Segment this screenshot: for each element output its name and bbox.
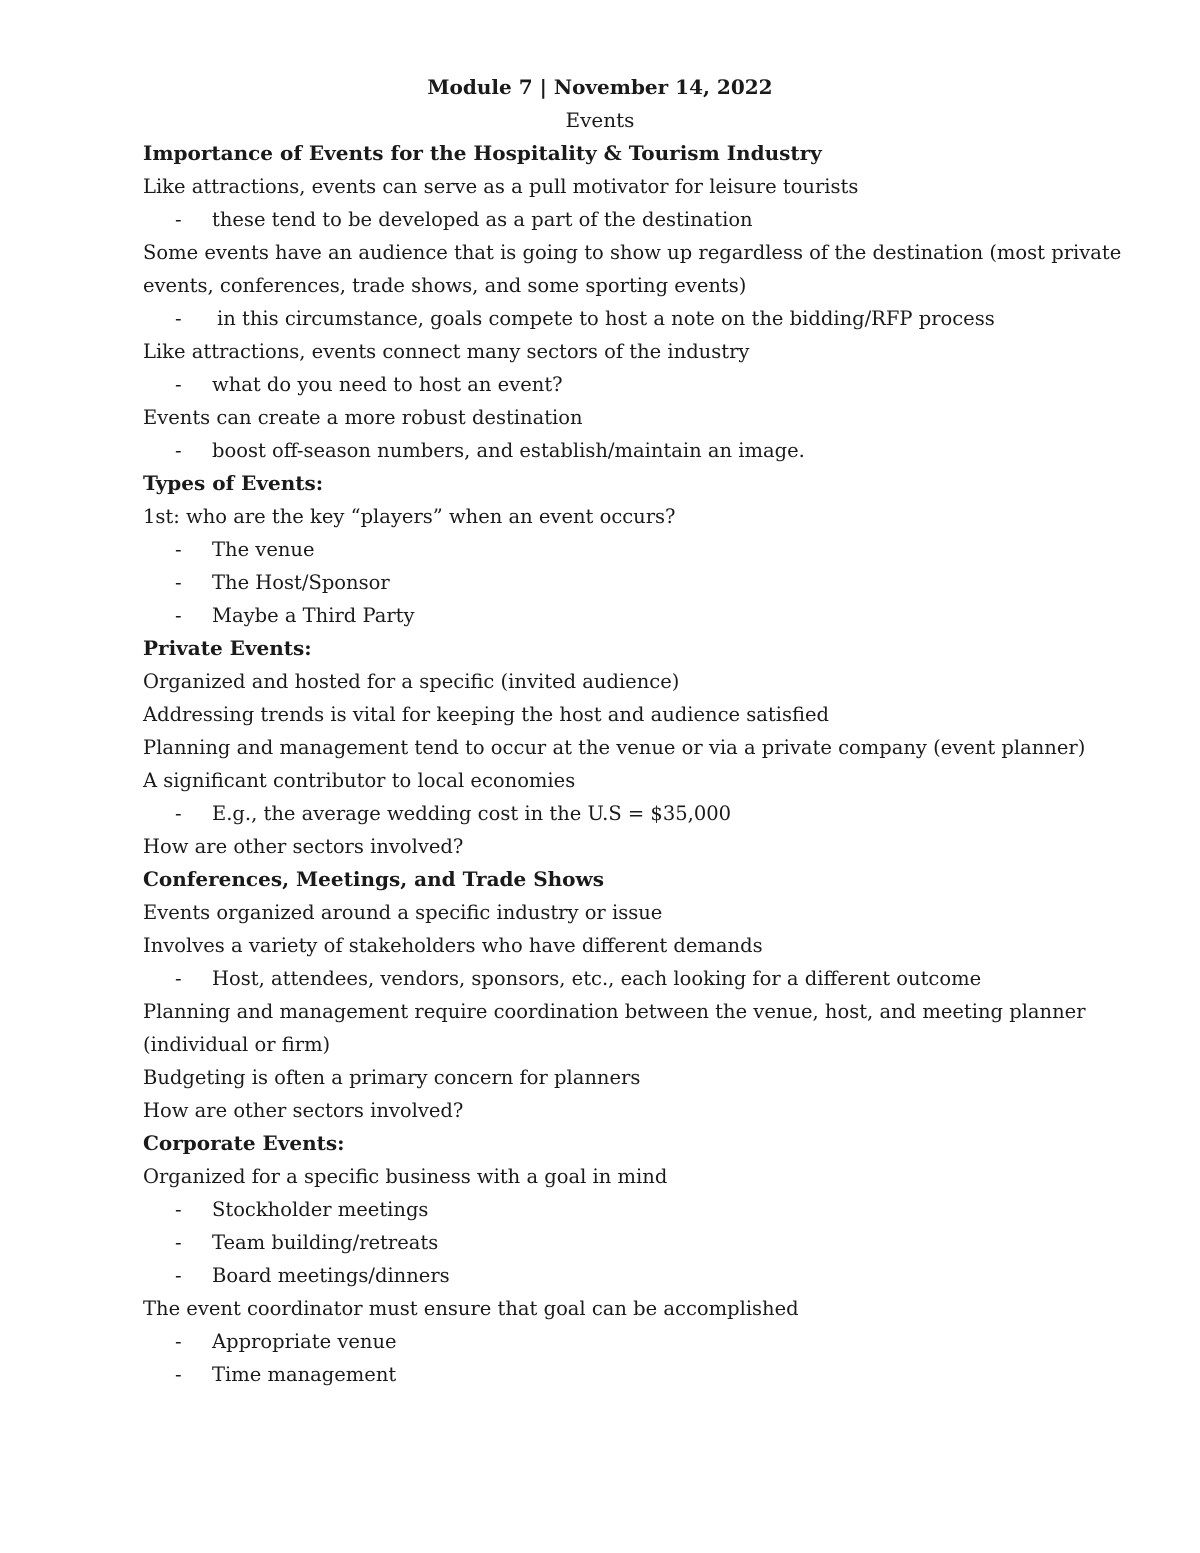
paragraph: 1st: who are the key “players” when an event occurs? bbox=[143, 505, 676, 528]
paragraph: (individual or firm) bbox=[143, 1033, 331, 1056]
list-item-text: Time management bbox=[212, 1363, 397, 1386]
bullet-dash: - bbox=[175, 1231, 182, 1254]
list-item-text: Stockholder meetings bbox=[212, 1198, 429, 1221]
paragraph: Planning and management tend to occur at the venue or via a private company (event planner) bbox=[143, 736, 1086, 759]
list-item-text: these tend to be developed as a part of the destination bbox=[212, 208, 753, 231]
list-item-text: Team building/retreats bbox=[212, 1231, 439, 1254]
paragraph: Involves a variety of stakeholders who have different demands bbox=[143, 934, 763, 957]
list-item-text: Host, attendees, vendors, sponsors, etc., each looking for a different outcome bbox=[212, 967, 982, 990]
list-item-text: Appropriate venue bbox=[212, 1330, 397, 1353]
section-heading-importance: Importance of Events for the Hospitality & Tourism Industry bbox=[143, 141, 822, 165]
bullet-dash: - bbox=[175, 307, 182, 330]
paragraph: Addressing trends is vital for keeping the host and audience satisfied bbox=[143, 703, 830, 726]
bullet-dash: - bbox=[175, 1363, 182, 1386]
list-item bbox=[143, 203, 1053, 236]
bullet-dash: - bbox=[175, 373, 182, 396]
list-item-text: boost off-season numbers, and establish/maintain an image. bbox=[212, 439, 805, 462]
list-item bbox=[143, 1358, 1053, 1391]
paragraph: Like attractions, events connect many sectors of the industry bbox=[143, 340, 750, 363]
list-item-text: E.g., the average wedding cost in the U.S = $35,000 bbox=[212, 802, 732, 825]
bullet-dash: - bbox=[175, 1264, 182, 1287]
bullet-dash: - bbox=[175, 802, 182, 825]
list-item bbox=[143, 1325, 1053, 1358]
list-item bbox=[143, 599, 1053, 632]
paragraph: The event coordinator must ensure that goal can be accomplished bbox=[143, 1297, 799, 1320]
page-title: Module 7 | November 14, 2022 bbox=[427, 75, 773, 99]
section-heading-corporate: Corporate Events: bbox=[143, 1131, 345, 1155]
paragraph: A significant contributor to local economies bbox=[143, 769, 576, 792]
bullet-dash: - bbox=[175, 571, 182, 594]
list-item bbox=[143, 962, 1053, 995]
paragraph: Events can create a more robust destination bbox=[143, 406, 583, 429]
bullet-dash: - bbox=[175, 604, 182, 627]
paragraph: How are other sectors involved? bbox=[143, 835, 464, 858]
bullet-dash: - bbox=[175, 208, 182, 231]
list-item-text: what do you need to host an event? bbox=[212, 373, 563, 396]
paragraph: Like attractions, events can serve as a pull motivator for leisure tourists bbox=[143, 175, 859, 198]
bullet-dash: - bbox=[175, 439, 182, 462]
list-item bbox=[143, 533, 1053, 566]
list-item bbox=[143, 797, 1053, 830]
section-heading-types: Types of Events: bbox=[143, 471, 324, 495]
list-item-text: The venue bbox=[212, 538, 315, 561]
paragraph: Planning and management require coordination between the venue, host, and meeting planner bbox=[143, 1000, 1086, 1023]
list-item bbox=[143, 1259, 1053, 1292]
paragraph: How are other sectors involved? bbox=[143, 1099, 464, 1122]
section-heading-private: Private Events: bbox=[143, 636, 312, 660]
list-item-text: Board meetings/dinners bbox=[212, 1264, 450, 1287]
bullet-dash: - bbox=[175, 967, 182, 990]
list-item bbox=[143, 434, 1053, 467]
list-item bbox=[143, 368, 1053, 401]
paragraph: Organized for a specific business with a goal in mind bbox=[143, 1165, 668, 1188]
bullet-dash: - bbox=[175, 1330, 182, 1353]
paragraph: Organized and hosted for a specific (invited audience) bbox=[143, 670, 680, 693]
page-subtitle: Events bbox=[565, 108, 635, 132]
list-item bbox=[143, 1193, 1053, 1226]
list-item bbox=[143, 1226, 1053, 1259]
bullet-dash: - bbox=[175, 1198, 182, 1221]
paragraph: events, conferences, trade shows, and some sporting events) bbox=[143, 274, 747, 297]
paragraph: Some events have an audience that is going to show up regardless of the destination (most private bbox=[143, 241, 1122, 264]
list-item-text: in this circumstance, goals compete to host a note on the bidding/RFP process bbox=[217, 307, 995, 330]
list-item bbox=[143, 566, 1053, 599]
paragraph: Budgeting is often a primary concern for planners bbox=[143, 1066, 641, 1089]
paragraph: Events organized around a specific industry or issue bbox=[143, 901, 663, 924]
list-item-text: The Host/Sponsor bbox=[212, 571, 390, 594]
list-item-text: Maybe a Third Party bbox=[212, 604, 415, 627]
list-item bbox=[143, 302, 1053, 335]
bullet-dash: - bbox=[175, 538, 182, 561]
section-heading-conferences: Conferences, Meetings, and Trade Shows bbox=[143, 867, 604, 891]
document-body bbox=[143, 71, 1122, 1391]
